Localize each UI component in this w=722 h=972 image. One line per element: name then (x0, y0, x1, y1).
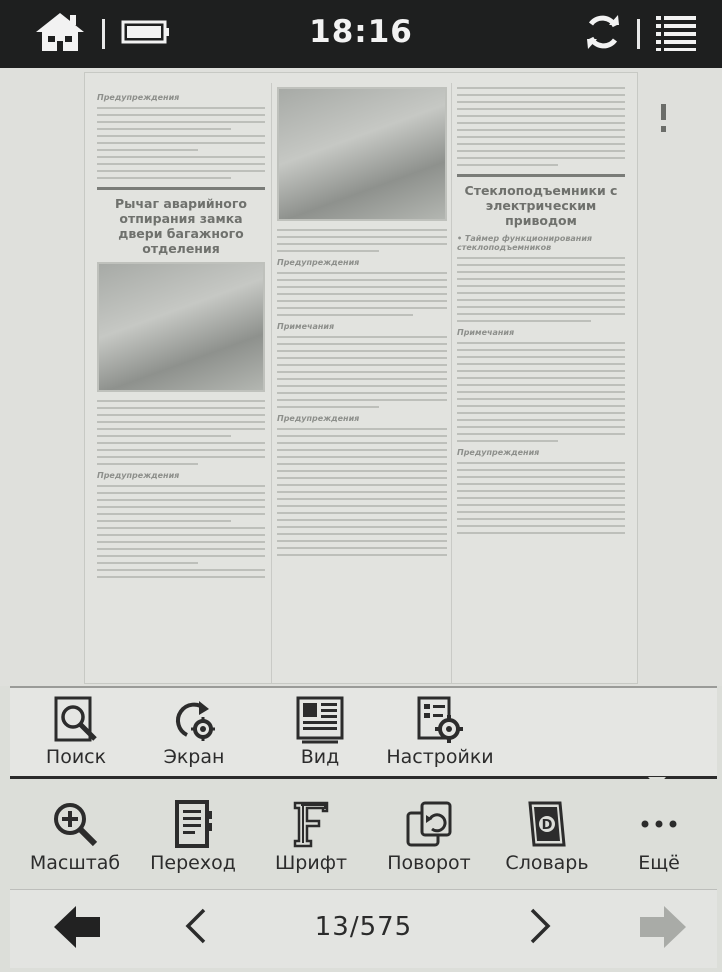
page-edge-mark (661, 126, 666, 132)
doc-subheading: Предупреждения (457, 448, 540, 457)
toolbar-label: Переход (150, 852, 236, 874)
separator (637, 19, 640, 49)
toolbar-rotate[interactable] (364, 797, 494, 875)
menu-item-label: Экран (163, 746, 225, 768)
menu-item-label: Поиск (45, 746, 107, 768)
document-column-3 (457, 87, 625, 683)
toolbar-label: Шрифт (274, 852, 348, 874)
screen-refresh-icon (134, 694, 254, 746)
reader-menu (10, 686, 717, 780)
document-page[interactable] (0, 68, 722, 686)
page-edge-mark (661, 104, 666, 120)
toolbar-zoom[interactable] (10, 797, 140, 875)
toolbar-label: Масштаб (29, 852, 121, 874)
status-bar (0, 0, 722, 68)
search-document-icon (16, 694, 136, 746)
doc-photo (97, 262, 265, 392)
view-layout-icon (260, 694, 380, 746)
toolbar-goto[interactable] (128, 797, 258, 875)
toolbar-dictionary[interactable] (482, 797, 612, 875)
navigation-bar (10, 889, 717, 968)
doc-heading: Стеклоподъемники с электрическим приводом (457, 174, 625, 228)
reader-toolbar (10, 779, 717, 889)
document-column-2 (277, 87, 447, 683)
zoom-in-icon (10, 797, 140, 851)
menu-item-settings[interactable] (378, 694, 502, 768)
doc-heading: Рычаг аварийного отпирания замка двери багажного отделения (97, 187, 265, 256)
rotate-icon (364, 797, 494, 851)
doc-subheading: Примечания (457, 328, 515, 337)
toolbar-label: Ещё (638, 852, 680, 874)
doc-photo (277, 87, 447, 221)
doc-subheading: Примечания (277, 322, 335, 331)
doc-subheading: Предупреждения (97, 471, 180, 480)
page-indicator[interactable]: 13/575 (314, 912, 413, 942)
menu-item-label: Настройки (386, 746, 494, 768)
toolbar-label: Словарь (505, 852, 589, 874)
more-icon (594, 797, 722, 851)
menu-item-view[interactable] (260, 694, 380, 768)
dictionary-icon (482, 797, 612, 851)
sync-icon[interactable] (583, 12, 623, 56)
contents-menu-icon[interactable] (654, 12, 698, 56)
doc-subheading: Предупреждения (277, 258, 360, 267)
svg-text:D: D (541, 818, 553, 833)
clock: 18:16 (309, 14, 413, 50)
doc-subheading: • Таймер функционирования стеклоподъемников (457, 234, 593, 252)
document-column-1 (97, 87, 265, 683)
next-page-icon[interactable] (528, 908, 552, 948)
doc-subheading: Предупреждения (277, 414, 360, 423)
forward-arrow-icon[interactable] (638, 904, 688, 954)
font-icon (246, 797, 376, 851)
toolbar-label: Поворот (387, 852, 471, 874)
document-scan (84, 72, 638, 684)
doc-subheading: Предупреждения (97, 93, 180, 102)
menu-item-screen[interactable] (134, 694, 254, 768)
menu-item-search[interactable] (16, 694, 136, 768)
settings-gears-icon (378, 694, 502, 746)
toolbar-more[interactable] (594, 797, 722, 875)
goto-page-icon (128, 797, 258, 851)
menu-item-label: Вид (300, 746, 340, 768)
toolbar-font[interactable] (246, 797, 376, 875)
